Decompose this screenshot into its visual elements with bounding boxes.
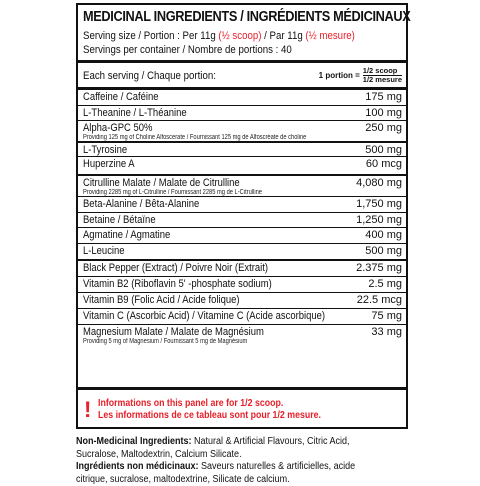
ingredient-amount: 2.5 mg bbox=[368, 278, 402, 290]
ingredient-name: Vitamin B2 (Riboflavin 5' -phosphate sodium) bbox=[83, 278, 272, 290]
ingredient-name: Black Pepper (Extract) / Poivre Noir (Extrait) bbox=[83, 262, 269, 274]
ingredient-name: Agmatine / Agmatine bbox=[83, 229, 171, 241]
portion-fraction: $\frac{\text{1/2 scoop}}{\text{1/2 mesure}}$ bbox=[362, 66, 402, 84]
ingredient-row bbox=[78, 90, 406, 105]
ingredient-amount: 500 mg bbox=[365, 245, 402, 257]
divider-thick bbox=[78, 387, 406, 390]
ingredient-name: Huperzine A bbox=[83, 158, 135, 170]
ingredient-name: Alpha-GPC 50% bbox=[83, 122, 153, 134]
portion-definition: 1 portion = $\frac{\text{1/2 scoop}}{\text{1/2 mesure}}$ bbox=[318, 66, 402, 84]
panel-title: MEDICINAL INGREDIENTS / INGRÉDIENTS MÉDICINAUX bbox=[83, 9, 411, 25]
warning-icon: ! bbox=[84, 397, 92, 422]
ingredient-name: Citrulline Malate / Malate de Citrulline bbox=[83, 177, 240, 189]
ingredient-amount: 1,250 mg bbox=[356, 214, 402, 226]
ingredient-amount: 2.375 mg bbox=[356, 262, 402, 274]
ingredient-name: L-Leucine bbox=[83, 245, 125, 257]
ingredient-row bbox=[78, 243, 406, 260]
ingredient-row bbox=[78, 105, 406, 121]
ingredient-note: Providing 125 mg of Choline Alfoscerate / Fournissant 125 mg de Alfoscréate de choline bbox=[83, 134, 307, 141]
ingredient-row bbox=[78, 156, 406, 175]
ingredient-name: Caffeine / Caféine bbox=[83, 91, 159, 103]
ingredient-note: Providing 2285 mg of L-Citrulline / Fournissant 2285 mg de L-Citrulline bbox=[83, 189, 262, 196]
ingredient-row bbox=[78, 308, 406, 325]
ingredient-amount: 500 mg bbox=[365, 144, 402, 156]
each-serving-label: Each serving / Chaque portion: bbox=[83, 70, 216, 82]
ingredient-amount: 1,750 mg bbox=[356, 198, 402, 210]
ingredient-note: Providing 5 mg of Magnesium / Fournissant 5 mg de Magnésium bbox=[83, 338, 248, 345]
ingredient-name: L-Tyrosine bbox=[83, 144, 128, 156]
ingredient-row bbox=[78, 276, 406, 293]
warning-text: Informations on this panel are for 1/2 scoop. Les informations de ce tableau sont pour 1/2 mesure. bbox=[98, 398, 321, 421]
ingredient-name: Beta-Alanine / Bêta-Alanine bbox=[83, 198, 200, 210]
ingredient-row bbox=[78, 120, 406, 142]
supplement-facts-panel bbox=[76, 3, 411, 429]
ingredient-amount: 22.5 mcg bbox=[356, 294, 402, 306]
ingredient-amount: 33 mg bbox=[371, 326, 402, 338]
ingredient-name: L-Theanine / L-Théanine bbox=[83, 107, 187, 119]
serving-size-line: Serving size / Portion : Per 11g (½ scoop) / Par 11g (½ mesure) bbox=[83, 30, 355, 42]
ingredient-name: Magnesium Malate / Malate de Magnésium bbox=[83, 326, 264, 338]
ingredient-amount: 250 mg bbox=[365, 122, 402, 134]
ingredient-row bbox=[78, 212, 406, 228]
ingredient-name: Vitamin B9 (Folic Acid / Acide folique) bbox=[83, 294, 240, 306]
ingredient-row bbox=[78, 174, 406, 198]
divider-thick bbox=[78, 60, 406, 63]
ingredient-amount: 4,080 mg bbox=[356, 177, 402, 189]
ingredient-name: Vitamin C (Ascorbic Acid) / Vitamine C (Acide ascorbique) bbox=[83, 310, 326, 322]
ingredient-amount: 175 mg bbox=[365, 91, 402, 103]
ingredient-row bbox=[78, 324, 406, 346]
ingredient-row bbox=[78, 292, 406, 309]
ingredient-name: Betaine / Bétaïne bbox=[83, 214, 156, 226]
non-medicinal-ingredients: Non-Medicinal Ingredients: Natural & Artificial Flavours, Citric Acid, Sucralose, Maltodextrin, Calcium Silicate. Ingrédients non médicinaux: Saveurs naturelles & artificielles, acide citrique, sucralose, maltodextrine, Silicate de calcium. bbox=[76, 436, 356, 485]
ingredient-amount: 75 mg bbox=[371, 310, 402, 322]
ingredient-row bbox=[78, 227, 406, 244]
ingredient-amount: 100 mg bbox=[365, 107, 402, 119]
servings-per-container: Servings per container / Nombre de portions : 40 bbox=[83, 44, 292, 56]
ingredient-row bbox=[78, 196, 406, 213]
ingredient-amount: 60 mcg bbox=[365, 158, 402, 170]
ingredient-amount: 400 mg bbox=[365, 229, 402, 241]
